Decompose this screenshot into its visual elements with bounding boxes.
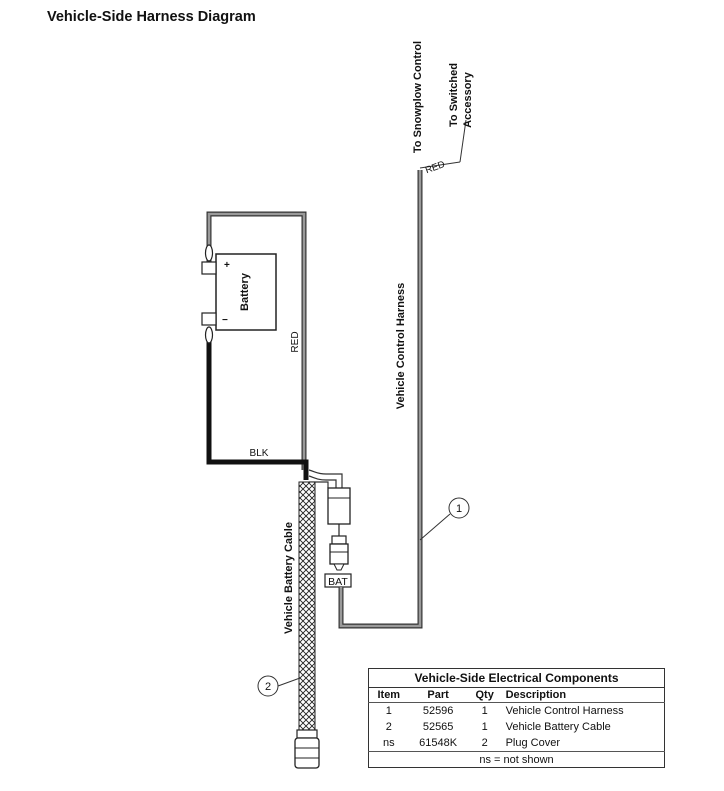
- battery-plus-label: +: [224, 260, 230, 271]
- cell-part: 52565: [422, 721, 454, 733]
- vehicle-control-harness-wire: [341, 170, 420, 626]
- components-table: [368, 668, 665, 768]
- table-row: [369, 719, 665, 735]
- cell-part: 61548K: [419, 737, 458, 749]
- cell-item: ns: [382, 737, 395, 749]
- cell-qty: 2: [481, 737, 488, 749]
- ring-terminal-positive: [206, 245, 213, 261]
- battery-negative-terminal: [202, 313, 216, 325]
- cell-item: 1: [385, 705, 392, 717]
- header-item: Item: [369, 688, 409, 703]
- cell-qty: 1: [481, 721, 488, 733]
- cell-description: Vehicle Battery Cable: [505, 721, 611, 733]
- header-qty: Qty: [468, 688, 502, 703]
- battery-connector: [325, 488, 351, 588]
- callout-2-label: 2: [264, 681, 272, 693]
- to-snowplow-control-label: To Snowplow Control: [412, 40, 424, 154]
- vehicle-battery-cable-label: Vehicle Battery Cable: [283, 522, 295, 634]
- callout-1-label: 1: [455, 503, 463, 515]
- ring-terminal-negative: [206, 327, 213, 343]
- cell-item: 2: [385, 721, 392, 733]
- cell-description: Vehicle Control Harness: [505, 705, 624, 717]
- cell-part: 52596: [422, 705, 454, 717]
- table-row: [369, 703, 665, 720]
- battery-positive-terminal: [202, 262, 216, 274]
- battery-label: Battery: [239, 273, 251, 311]
- table-note: ns = not shown: [369, 752, 665, 768]
- cell-qty: 1: [481, 705, 488, 717]
- red-wire-label: RED: [290, 331, 301, 353]
- to-switched-accessory-label-2: Accessory: [462, 72, 474, 128]
- battery-cable-plug: [295, 738, 319, 768]
- page-title: Vehicle-Side Harness Diagram: [47, 9, 256, 25]
- to-switched-accessory-label-1: To Switched: [448, 63, 460, 127]
- vehicle-battery-cable: [295, 482, 319, 768]
- vehicle-control-harness-label: Vehicle Control Harness: [395, 282, 407, 410]
- table-row: [369, 735, 665, 752]
- bat-label: BAT: [328, 576, 348, 588]
- header-part: Part: [409, 688, 468, 703]
- battery: [202, 245, 276, 343]
- blk-wire-label: BLK: [249, 448, 269, 459]
- red-accessory-label: RED: [423, 159, 447, 177]
- header-description: Description: [502, 688, 665, 703]
- table-caption: Vehicle-Side Electrical Components: [369, 669, 665, 688]
- cell-description: Plug Cover: [505, 737, 561, 749]
- battery-minus-label: −: [222, 315, 228, 326]
